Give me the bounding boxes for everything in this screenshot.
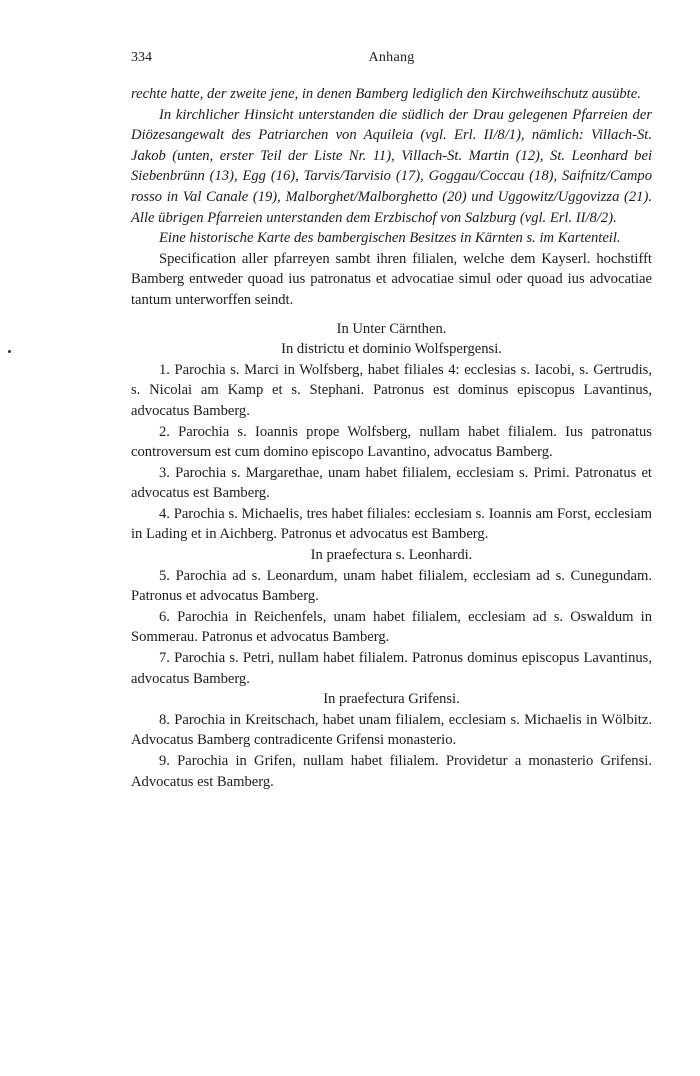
- running-header: [131, 50, 652, 72]
- parish-entry: 7. Parochia s. Petri, nullam habet filialem. Patronus dominus episcopus Lavantinus, advocatus Bamberg.: [131, 650, 652, 687]
- parish-entry: 6. Parochia in Reichenfels, unam habet filialem, ecclesiam ad s. Oswaldum in Sommerau. Patronus et advocatus Bamberg.: [131, 608, 652, 646]
- intro-paragraph: Eine historische Karte des bambergischen Besitzes in Kärnten s. im Kartenteil.: [159, 230, 621, 247]
- parish-entry: 1. Parochia s. Marci in Wolfsberg, habet filiales 4: ecclesias s. Iacobi, s. Gertrudis, s. Nicolai am Kamp et s. Stephani. Patronus est dominus episcopus Lavantinus, advocatus Bamberg.: [131, 361, 652, 419]
- parish-entry: 8. Parochia in Kreitschach, habet unam filialem, ecclesiam s. Michaelis in Wölbitz. Advocatus Bamberg contradicente Grifensi monasterio.: [131, 711, 652, 749]
- district-heading: In districtu et dominio Wolfspergensi.: [281, 341, 502, 358]
- stray-ink-dot: [8, 350, 11, 353]
- page-body: [131, 84, 652, 792]
- praefectura-heading: In praefectura Grifensi.: [323, 691, 460, 708]
- parish-entry: 9. Parochia in Grifen, nullam habet filialem. Providetur a monasterio Grifensi. Advocatus est Bamberg.: [131, 753, 652, 790]
- specification-paragraph: Specification aller pfarreyen sambt ihren filialen, welche dem Kayserl. hochstifft Bamberg entweder quoad ius patronatus et advocatiae simul oder quoad ius advocatiae tantum unterworffen seindt.: [131, 250, 652, 308]
- parish-entry: 3. Parochia s. Margarethae, unam habet filialem, ecclesiam s. Primi. Patronatus et advocatus est Bamberg.: [131, 464, 652, 502]
- page-number: 334: [131, 50, 152, 65]
- parish-entry: 5. Parochia ad s. Leonardum, unam habet filialem, ecclesiam ad s. Cunegundam. Patronus et advocatus Bamberg.: [131, 567, 652, 605]
- praefectura-heading: In praefectura s. Leonhardi.: [310, 547, 473, 564]
- parish-entry: 4. Parochia s. Michaelis, tres habet filiales: ecclesiam s. Ioannis am Forst, ecclesiam in Lading et in Aichberg. Patronus et advocatus est Bamberg.: [131, 505, 652, 543]
- book-page: [131, 50, 652, 792]
- running-title: Anhang: [368, 50, 415, 65]
- intro-paragraph: In kirchlicher Hinsicht unterstanden die südlich der Drau gelegenen Pfarreien der Diözesangewalt des Patriarchen von Aquileia (vgl. Erl. II/8/1), nämlich: Villach-St. Jakob (unten, erster Teil der Liste Nr. 11), Villach-St. Martin (12), St. Leonhard bei Siebenbrünn (13), Egg (16), Tarvis/Tarvisio (17), Goggau/Coccau (18), Saifnitz/Campo rosso in Val Canale (19), Malborghet/Malborghetto (20) und Uggowitz/Uggovizza (21). Alle übrigen Pfarreien unterstanden dem Erzbischof von Salzburg (vgl. Erl. II/8/2).: [131, 106, 652, 226]
- region-heading: In Unter Cärnthen.: [336, 320, 447, 337]
- parish-entry: 2. Parochia s. Ioannis prope Wolfsberg, nullam habet filialem. Ius patronatus controversum est cum domino episcopo Lavantino, advocatus Bamberg.: [131, 423, 652, 461]
- intro-paragraph: rechte hatte, der zweite jene, in denen Bamberg lediglich den Kirchweihschutz ausübte.: [131, 86, 641, 102]
